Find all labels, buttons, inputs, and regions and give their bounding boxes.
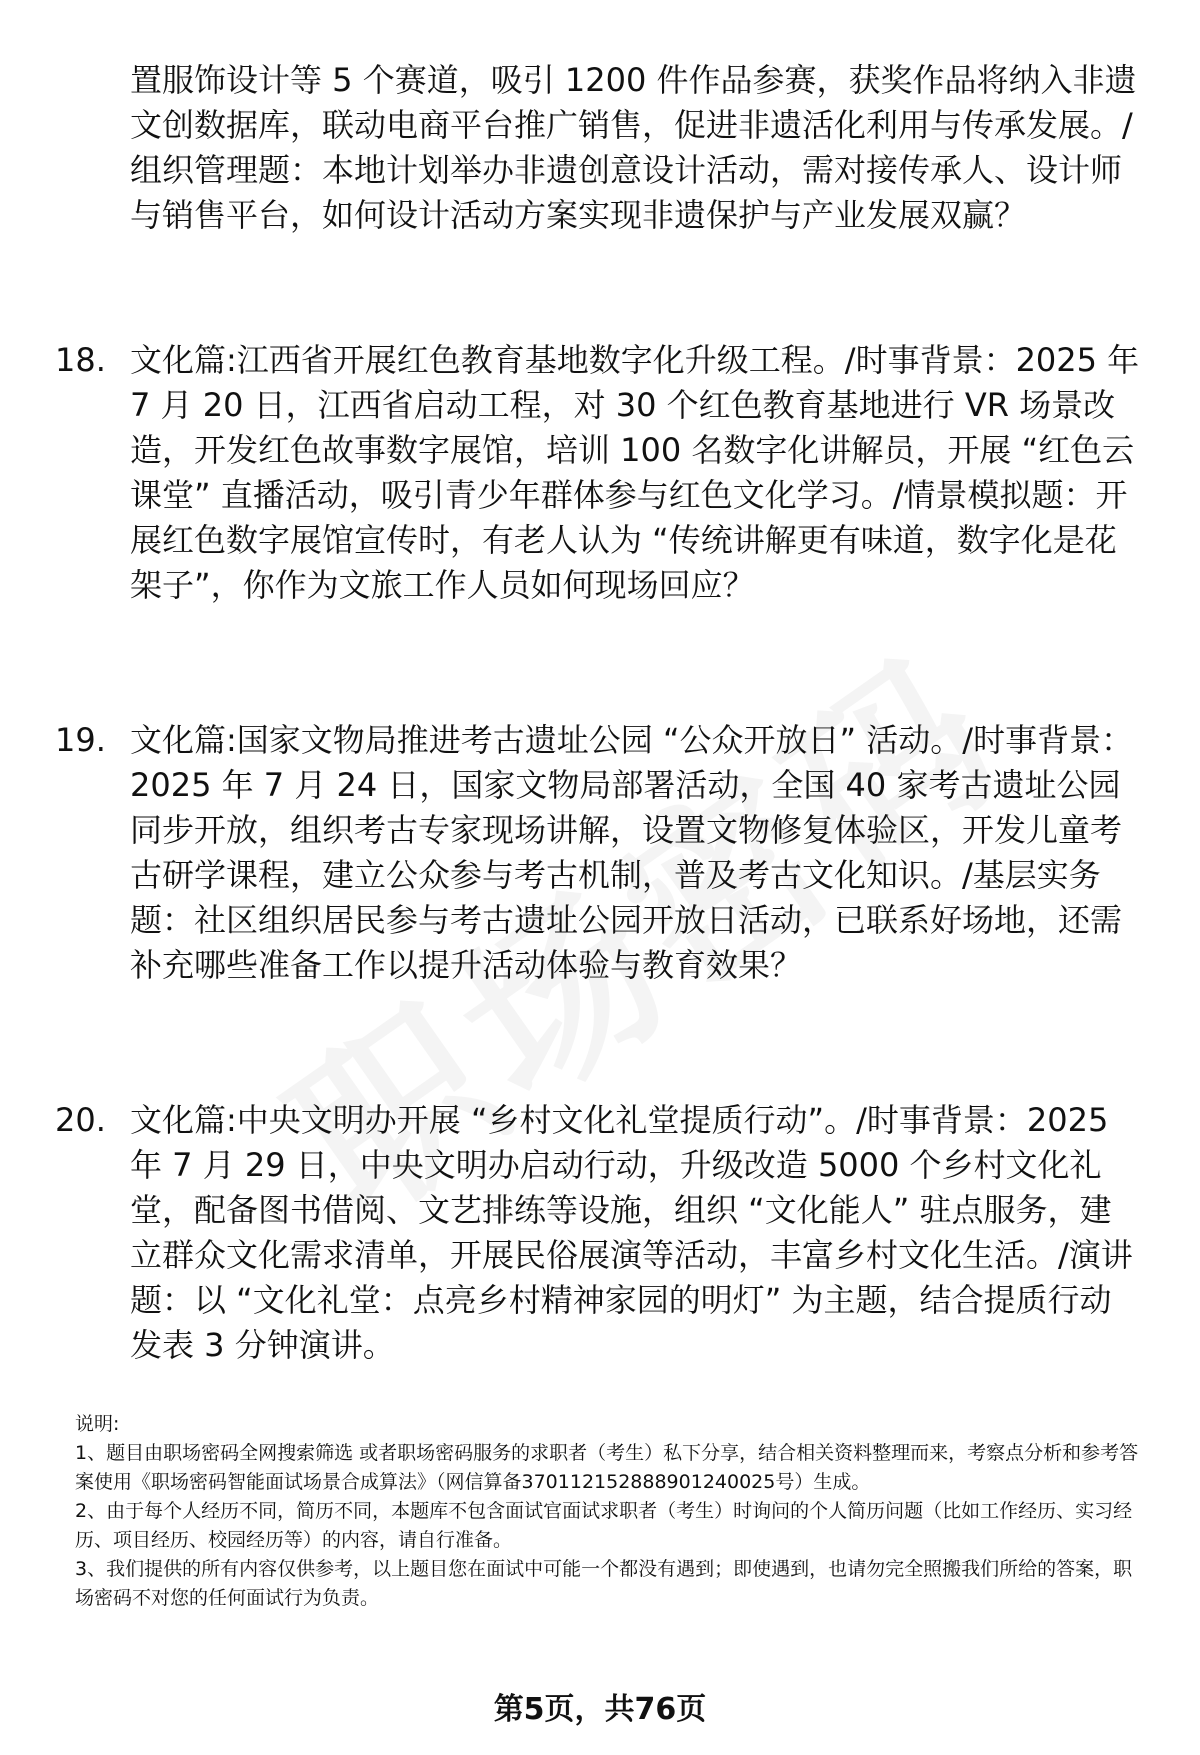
- note-item: 3、我们提供的所有内容仅供参考，以上题目您在面试中可能一个都没有遇到；即使遇到，也请勿完全照搬我们所给的答案，职场密码不对您的任何面试行为负责。: [75, 1558, 1133, 1609]
- question-item: [55, 338, 1145, 608]
- question-number: 19.: [55, 721, 106, 759]
- notes-section: [75, 1410, 1145, 1613]
- question-text: 文化篇:中央文明办开展 “乡村文化礼堂提质行动”。/时事背景：2025 年 7 月 29 日，中央文明办启动行动，升级改造 5000 个乡村文化礼堂，配备图书借阅、文艺排练等设施，组织 “文化能人” 驻点服务，建立群众文化需求清单，开展民俗展演等活动，丰富乡村文化生活。/演讲题：以 “文化礼堂：点亮乡村精神家园的明灯” 为主题，结合提质行动发表 3 分钟演讲。: [130, 1101, 1133, 1364]
- question-text: 文化篇:国家文物局推进考古遗址公园 “公众开放日” 活动。/时事背景：2025 年 7 月 24 日，国家文物局部署活动，全国 40 家考古遗址公园同步开放，组织考古专家现场讲解，设置文物修复体验区，开发儿童考古研学课程，建立公众参与考古机制，普及考古文化知识。/基层实务题：社区组织居民参与考古遗址公园开放日活动，已联系好场地，还需补充哪些准备工作以提升活动体验与教育效果？: [130, 721, 1134, 984]
- question-number: 18.: [55, 341, 106, 379]
- question-item: [55, 1098, 1145, 1368]
- notes-heading: 说明:: [75, 1413, 120, 1435]
- question-continuation-text: 置服饰设计等 5 个赛道，吸引 1200 件作品参赛，获奖作品将纳入非遗文创数据库，联动电商平台推广销售，促进非遗活化利用与传承发展。/组织管理题：本地计划举办非遗创意设计活动，需对接传承人、设计师与销售平台，如何设计活动方案实现非遗保护与产业发展双赢？: [130, 61, 1137, 234]
- question-item: [55, 718, 1145, 988]
- page-footer: 第5页，共76页: [493, 1692, 707, 1727]
- note-item: 1、题目由职场密码全网搜索筛选 或者职场密码服务的求职者（考生）私下分享，结合相关资料整理而来，考察点分析和参考答案使用《职场密码智能面试场景合成算法》（网信算备370112152888901240025号）生成。: [75, 1442, 1139, 1493]
- question-number: 20.: [55, 1101, 106, 1139]
- question-text: 文化篇:江西省开展红色教育基地数字化升级工程。/时事背景：2025 年 7 月 20 日，江西省启动工程，对 30 个红色教育基地进行 VR 场景改造，开发红色故事数字展馆，培训 100 名数字化讲解员，开展 “红色云课堂” 直播活动，吸引青少年群体参与红色文化学习。/情景模拟题：开展红色数字展馆宣传时，有老人认为 “传统讲解更有味道，数字化是花架子”，你作为文旅工作人员如何现场回应？: [130, 341, 1140, 604]
- note-item: 2、由于每个人经历不同，简历不同，本题库不包含面试官面试求职者（考生）时询问的个人简历问题（比如工作经历、实习经历、项目经历、校园经历等）的内容，请自行准备。: [75, 1500, 1133, 1551]
